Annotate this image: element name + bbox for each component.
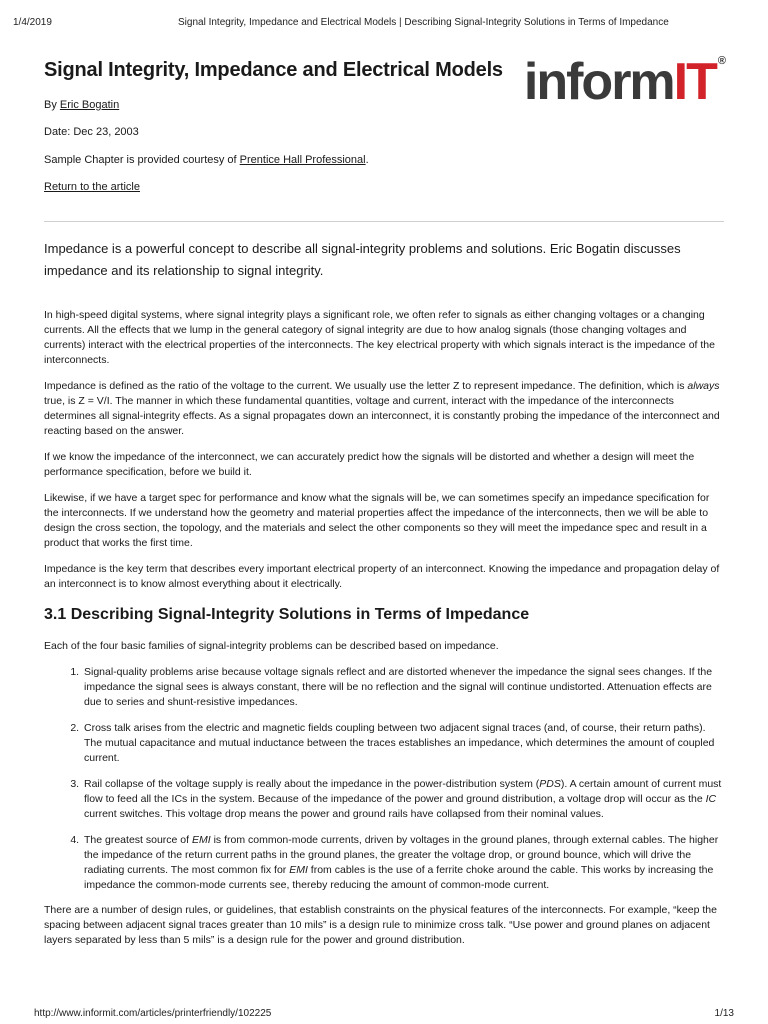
text-run: from cables is the use of a ferrite choke around the cable. This works by increasing the impedance the common-mode currents see, thereby reducing the amount of common-mode current. — [84, 864, 714, 891]
courtesy-prefix: Sample Chapter is provided courtesy of — [44, 154, 240, 166]
text-run: Rail collapse of the voltage supply is really about the impedance in the power-distribution system ( — [84, 778, 540, 790]
article-date: Date: Dec 23, 2003 — [44, 126, 139, 138]
publisher-link[interactable]: Prentice Hall Professional — [239, 154, 366, 166]
text-run: Impedance is defined as the ratio of the voltage to the current. We usually use the letter Z to represent impedance. The definition, which is — [44, 380, 688, 392]
print-date: 1/4/2019 — [13, 17, 52, 28]
author-link[interactable]: Eric Bogatin — [59, 99, 120, 111]
text-run: ). A certain amount of current must flow to feed all the ICs in the system. Because of the impedance of the power and ground distribution, a voltage drop will occur as the — [84, 778, 722, 805]
text-run: true, is Z = V/I. The manner in which these fundamental quantities, voltage and current, interact with the impedance of the interconnects determines all signal-integrity effects. As a signal propagates down an interconnect, it is constantly probing the impedance of the interconnect and reacting based on the answer. — [44, 395, 720, 437]
return-to-article-link[interactable]: Return to the article — [44, 181, 140, 193]
list-item: 2. Cross talk arises from the electric and magnetic fields coupling between two adjacent signal traces (and, of course, their return paths). The mutual capacitance and mutual inductance between the traces establishes an impedance, which determines the amount of coupled current. — [82, 721, 726, 766]
logo-text-it: IT — [673, 53, 716, 111]
print-url: http://www.informit.com/articles/printerfriendly/102225 — [34, 1008, 272, 1019]
emphasis: always — [687, 380, 720, 392]
article-title: Signal Integrity, Impedance and Electrical Models — [44, 59, 503, 81]
emphasis: EMI — [191, 834, 211, 846]
emphasis: PDS — [539, 778, 561, 790]
body-paragraph: Likewise, if we have a target spec for performance and know what the signals will be, we can sometimes specify an impedance specification for the interconnects. If we understand how the geometry and material properties affect the impedance of the interconnects, then we will be able to design the cross section, the topology, and the materials and select the other components so they will meet the impedance spec and result in a product that works the first time. — [44, 492, 710, 549]
text-run: is from common-mode currents, driven by voltages in the ground planes, through external cables. The higher the impedance of the return current paths in the ground planes, the greater the voltage drop, or ground bounce, which will drive the radiating currents. The most common fix for — [84, 834, 719, 876]
emphasis: IC — [705, 793, 717, 805]
problem-list — [44, 665, 726, 893]
courtesy-line — [44, 153, 369, 167]
page-number: 1/13 — [714, 1008, 734, 1019]
body-paragraph: In high-speed digital systems, where signal integrity plays a significant role, we often refer to signals as either changing voltages or a changing currents. All the effects that we lump in the general category of signal integrity are due to how analog signals (those changing voltages and currents) interact with the electrical properties of the interconnects. The key electrical property with which signals interact is the impedance of the interconnects. — [44, 309, 715, 366]
return-line — [44, 180, 140, 194]
section-heading: 3.1 Describing Signal-Integrity Solutions in Terms of Impedance — [44, 606, 530, 623]
article-summary: Impedance is a powerful concept to describe all signal-integrity problems and solutions. Eric Bogatin discusses impedance and its relationship to signal integrity. — [44, 241, 681, 278]
body-paragraph: There are a number of design rules, or guidelines, that establish constraints on the physical features of the interconnects. For example, “keep the spacing between adjacent signal traces greater than 10 mils” is a design rule to minimize cross talk. “Use power and ground planes on adjacent layers separated by less than 5 mils” is a design rule for the power and ground distribution. — [44, 904, 717, 946]
body-paragraph: If we know the impedance of the interconnect, we can accurately predict how the signals will be distorted and whether a design will meet the performance specification, before we build it. — [44, 451, 695, 478]
list-item — [82, 777, 726, 822]
informit-logo[interactable] — [523, 53, 726, 111]
print-doc-title: Signal Integrity, Impedance and Electrical Models | Describing Signal-Integrity Solutions in Terms of Impedance — [178, 17, 669, 28]
body-paragraph: Impedance is the key term that describes every important electrical property of an interconnect. Knowing the impedance and propagation delay of an interconnect is to know almost everything about it electrically. — [44, 563, 720, 590]
body-paragraph — [44, 379, 726, 439]
by-label: By — [44, 99, 60, 111]
list-item — [82, 833, 726, 893]
logo-text-inform: inform — [523, 53, 674, 111]
divider — [44, 221, 724, 222]
text-run: current switches. This voltage drop means the power and ground rails have collapsed from their nominal values. — [84, 808, 604, 820]
courtesy-suffix: . — [365, 154, 369, 166]
emphasis: EMI — [289, 864, 308, 876]
byline — [44, 98, 119, 112]
text-run: The greatest source of — [84, 834, 192, 846]
registered-mark: ® — [717, 55, 726, 67]
article-body — [44, 308, 726, 959]
list-item: 1. Signal-quality problems arise because voltage signals reflect and are distorted whenever the impedance the signal sees changes. If the impedance the signal sees is always constant, there will be no reflection and the signal will continue undistorted. Attenuation effects are due to series and shunt-resistive impedances. — [82, 665, 726, 710]
body-paragraph: Each of the four basic families of signal-integrity problems can be described based on impedance. — [44, 640, 499, 652]
